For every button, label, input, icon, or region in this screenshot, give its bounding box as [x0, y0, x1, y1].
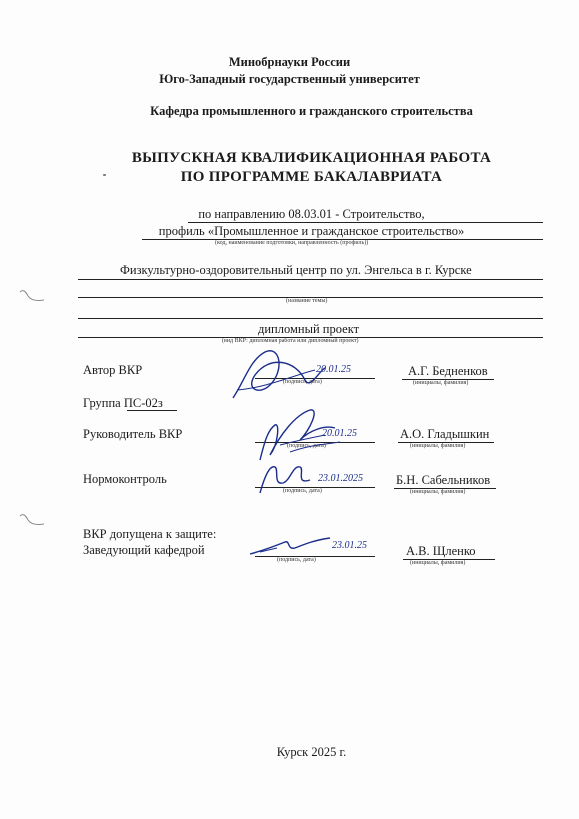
normcontrol-name-caption: (инициалы, фамилия) [410, 489, 466, 495]
profile-line: профиль «Промышленное и гражданское строительство» [158, 224, 465, 238]
normcontrol-name: Б.Н. Сабельников [396, 473, 491, 487]
supervisor-name: А.О. Гладышкин [400, 427, 490, 441]
work-type-text: дипломный проект [258, 322, 360, 336]
author-label: Автор ВКР [83, 363, 143, 377]
admission-label: ВКР допущена к защите: [83, 527, 217, 541]
group-label: Группа ПС-02з [83, 396, 163, 410]
author-name-caption: (инициалы, фамилия) [413, 380, 469, 386]
author-sign-caption: (подпись, дата) [283, 379, 322, 385]
ministry-name: Минобрнауки России [228, 55, 351, 69]
head-name: А.В. Щленко [406, 544, 476, 558]
head-signature-icon [245, 528, 335, 560]
direction-caption: (код, наименование подготовки, направленность (профиль)) [215, 240, 369, 246]
author-name: А.Г. Бедненков [408, 364, 488, 378]
supervisor-sign-date: 20.01.25 [322, 428, 357, 439]
head-sign-date: 23.01.25 [332, 540, 367, 551]
supervisor-sign-caption: (подпись, дата) [287, 443, 326, 449]
topic-caption: (название темы) [286, 298, 328, 304]
work-title-line2: ПО ПРОГРАММЕ БАКАЛАВРИАТА [180, 169, 443, 185]
normcontrol-sign-caption: (подпись, дата) [283, 488, 322, 494]
head-label: Заведующий кафедрой [83, 543, 205, 557]
head-sign-caption: (подпись, дата) [277, 557, 316, 563]
university-name: Юго-Западный государственный университет [159, 72, 420, 86]
department-name: Кафедра промышленного и гражданского строительства [150, 104, 473, 118]
margin-mark [18, 510, 48, 530]
supervisor-label: Руководитель ВКР [83, 427, 183, 441]
topic-text: Физкультурно-оздоровительный центр по ул. Энгельса в г. Курске [120, 263, 472, 277]
normcontrol-label: Нормоконтроль [83, 472, 167, 486]
supervisor-name-caption: (инициалы, фамилия) [410, 443, 466, 449]
normcontrol-sign-date: 23.01.2025 [318, 473, 363, 484]
author-sign-date: 20.01.25 [316, 364, 351, 375]
city-year: Курск 2025 г. [276, 745, 347, 759]
direction-line: по направлению 08.03.01 - Строительство, [198, 207, 425, 221]
head-name-caption: (инициалы, фамилия) [410, 560, 466, 566]
work-title-line1: ВЫПУСКНАЯ КВАЛИФИКАЦИОННАЯ РАБОТА [131, 150, 492, 166]
margin-mark [18, 286, 48, 306]
work-type-caption: (вид ВКР: дипломная работа или дипломный проект) [222, 338, 359, 344]
